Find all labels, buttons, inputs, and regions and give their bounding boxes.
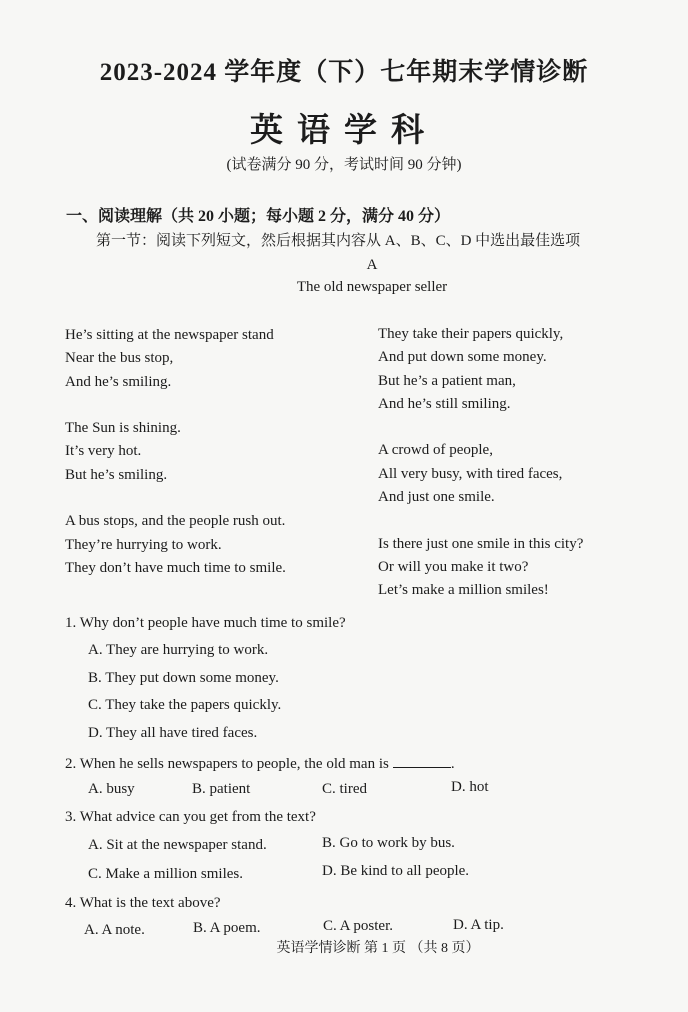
- question-2-stem-text: 2. When he sells newspapers to people, the old man is: [65, 756, 389, 772]
- poem-line: Is there just one smile in this city?: [378, 535, 584, 552]
- question-2-stem-end: .: [450, 756, 455, 772]
- question-1-option-d[interactable]: D. They all have tired faces.: [88, 725, 258, 741]
- subject-title: 英语学科: [250, 113, 438, 149]
- question-1-option-c[interactable]: C. They take the papers quickly.: [88, 697, 282, 713]
- poem-line: They’re hurrying to work.: [65, 536, 222, 553]
- passage-title: The old newspaper seller: [296, 279, 448, 295]
- poem-line: And he’s smiling.: [65, 373, 172, 390]
- poem-line: He’s sitting at the newspaper stand: [65, 327, 274, 343]
- question-1-option-a[interactable]: A. They are hurrying to work.: [88, 642, 269, 658]
- question-2-option-a[interactable]: A. busy: [88, 781, 135, 797]
- question-4-option-d[interactable]: D. A tip.: [453, 917, 504, 933]
- stanza-gap: [378, 509, 583, 532]
- poem-line: A bus stops, and the people rush out.: [65, 513, 286, 530]
- section-instruction: 第一节：阅读下列短文，然后根据其内容从 A、B、C、D 中选出最佳选项: [96, 233, 581, 249]
- poem-line: The Sun is shining.: [65, 420, 181, 437]
- question-4-option-a[interactable]: A. A note.: [84, 922, 145, 938]
- exam-title: 2023-2024 学年度（下）七年期末学情诊断: [99, 59, 589, 86]
- section-heading: 一、阅读理解（共 20 小题；每小题 2 分，满分 40 分）: [66, 208, 451, 225]
- question-1-stem: 1. Why don’t people have much time to smile?: [65, 615, 346, 631]
- question-4-option-c[interactable]: C. A poster.: [323, 918, 394, 934]
- page-footer: 英语学情诊断 第 1 页 （共 8 页）: [276, 941, 480, 956]
- poem-line: They take their papers quickly,: [378, 326, 564, 342]
- poem-line: Let’s make a million smiles!: [378, 582, 549, 599]
- question-2-stem: [65, 753, 455, 773]
- question-4-option-b[interactable]: B. A poem.: [193, 920, 261, 936]
- poem-line: They don’t have much time to smile.: [65, 559, 286, 576]
- poem-line: Near the bus stop,: [65, 350, 174, 367]
- question-1-option-b[interactable]: B. They put down some money.: [88, 670, 279, 686]
- question-2-option-d[interactable]: D. hot: [451, 779, 489, 795]
- poem-right-column: [378, 323, 583, 603]
- stanza-gap: [378, 416, 583, 439]
- question-2-option-c[interactable]: C. tired: [322, 781, 367, 797]
- question-3-option-a[interactable]: A. Sit at the newspaper stand.: [88, 837, 267, 853]
- exam-note: (试卷满分 90 分，考试时间 90 分钟): [226, 157, 462, 173]
- poem-line: A crowd of people,: [378, 442, 493, 459]
- poem-line: And put down some money.: [378, 349, 547, 366]
- poem-line: But he’s smiling.: [65, 466, 168, 483]
- poem-left-column: [65, 324, 286, 580]
- answer-blank: [393, 753, 451, 768]
- question-3-option-d[interactable]: D. Be kind to all people.: [322, 863, 470, 879]
- poem-line: It’s very hot.: [65, 443, 142, 460]
- stanza-gap: [65, 394, 286, 417]
- poem-line: And he’s still smiling.: [378, 395, 511, 412]
- question-3-stem: 3. What advice can you get from the text?: [65, 809, 316, 825]
- poem-line: And just one smile.: [378, 489, 495, 506]
- passage-letter: A: [366, 257, 378, 273]
- question-3-option-b[interactable]: B. Go to work by bus.: [322, 835, 455, 851]
- poem-line: But he’s a patient man,: [378, 372, 516, 389]
- poem-line: All very busy, with tired faces,: [378, 465, 563, 482]
- question-3-option-c[interactable]: C. Make a million smiles.: [88, 866, 243, 882]
- question-4-stem: 4. What is the text above?: [65, 895, 221, 911]
- question-2-option-b[interactable]: B. patient: [192, 781, 251, 797]
- poem-line: Or will you make it two?: [378, 558, 529, 575]
- stanza-gap: [65, 487, 286, 510]
